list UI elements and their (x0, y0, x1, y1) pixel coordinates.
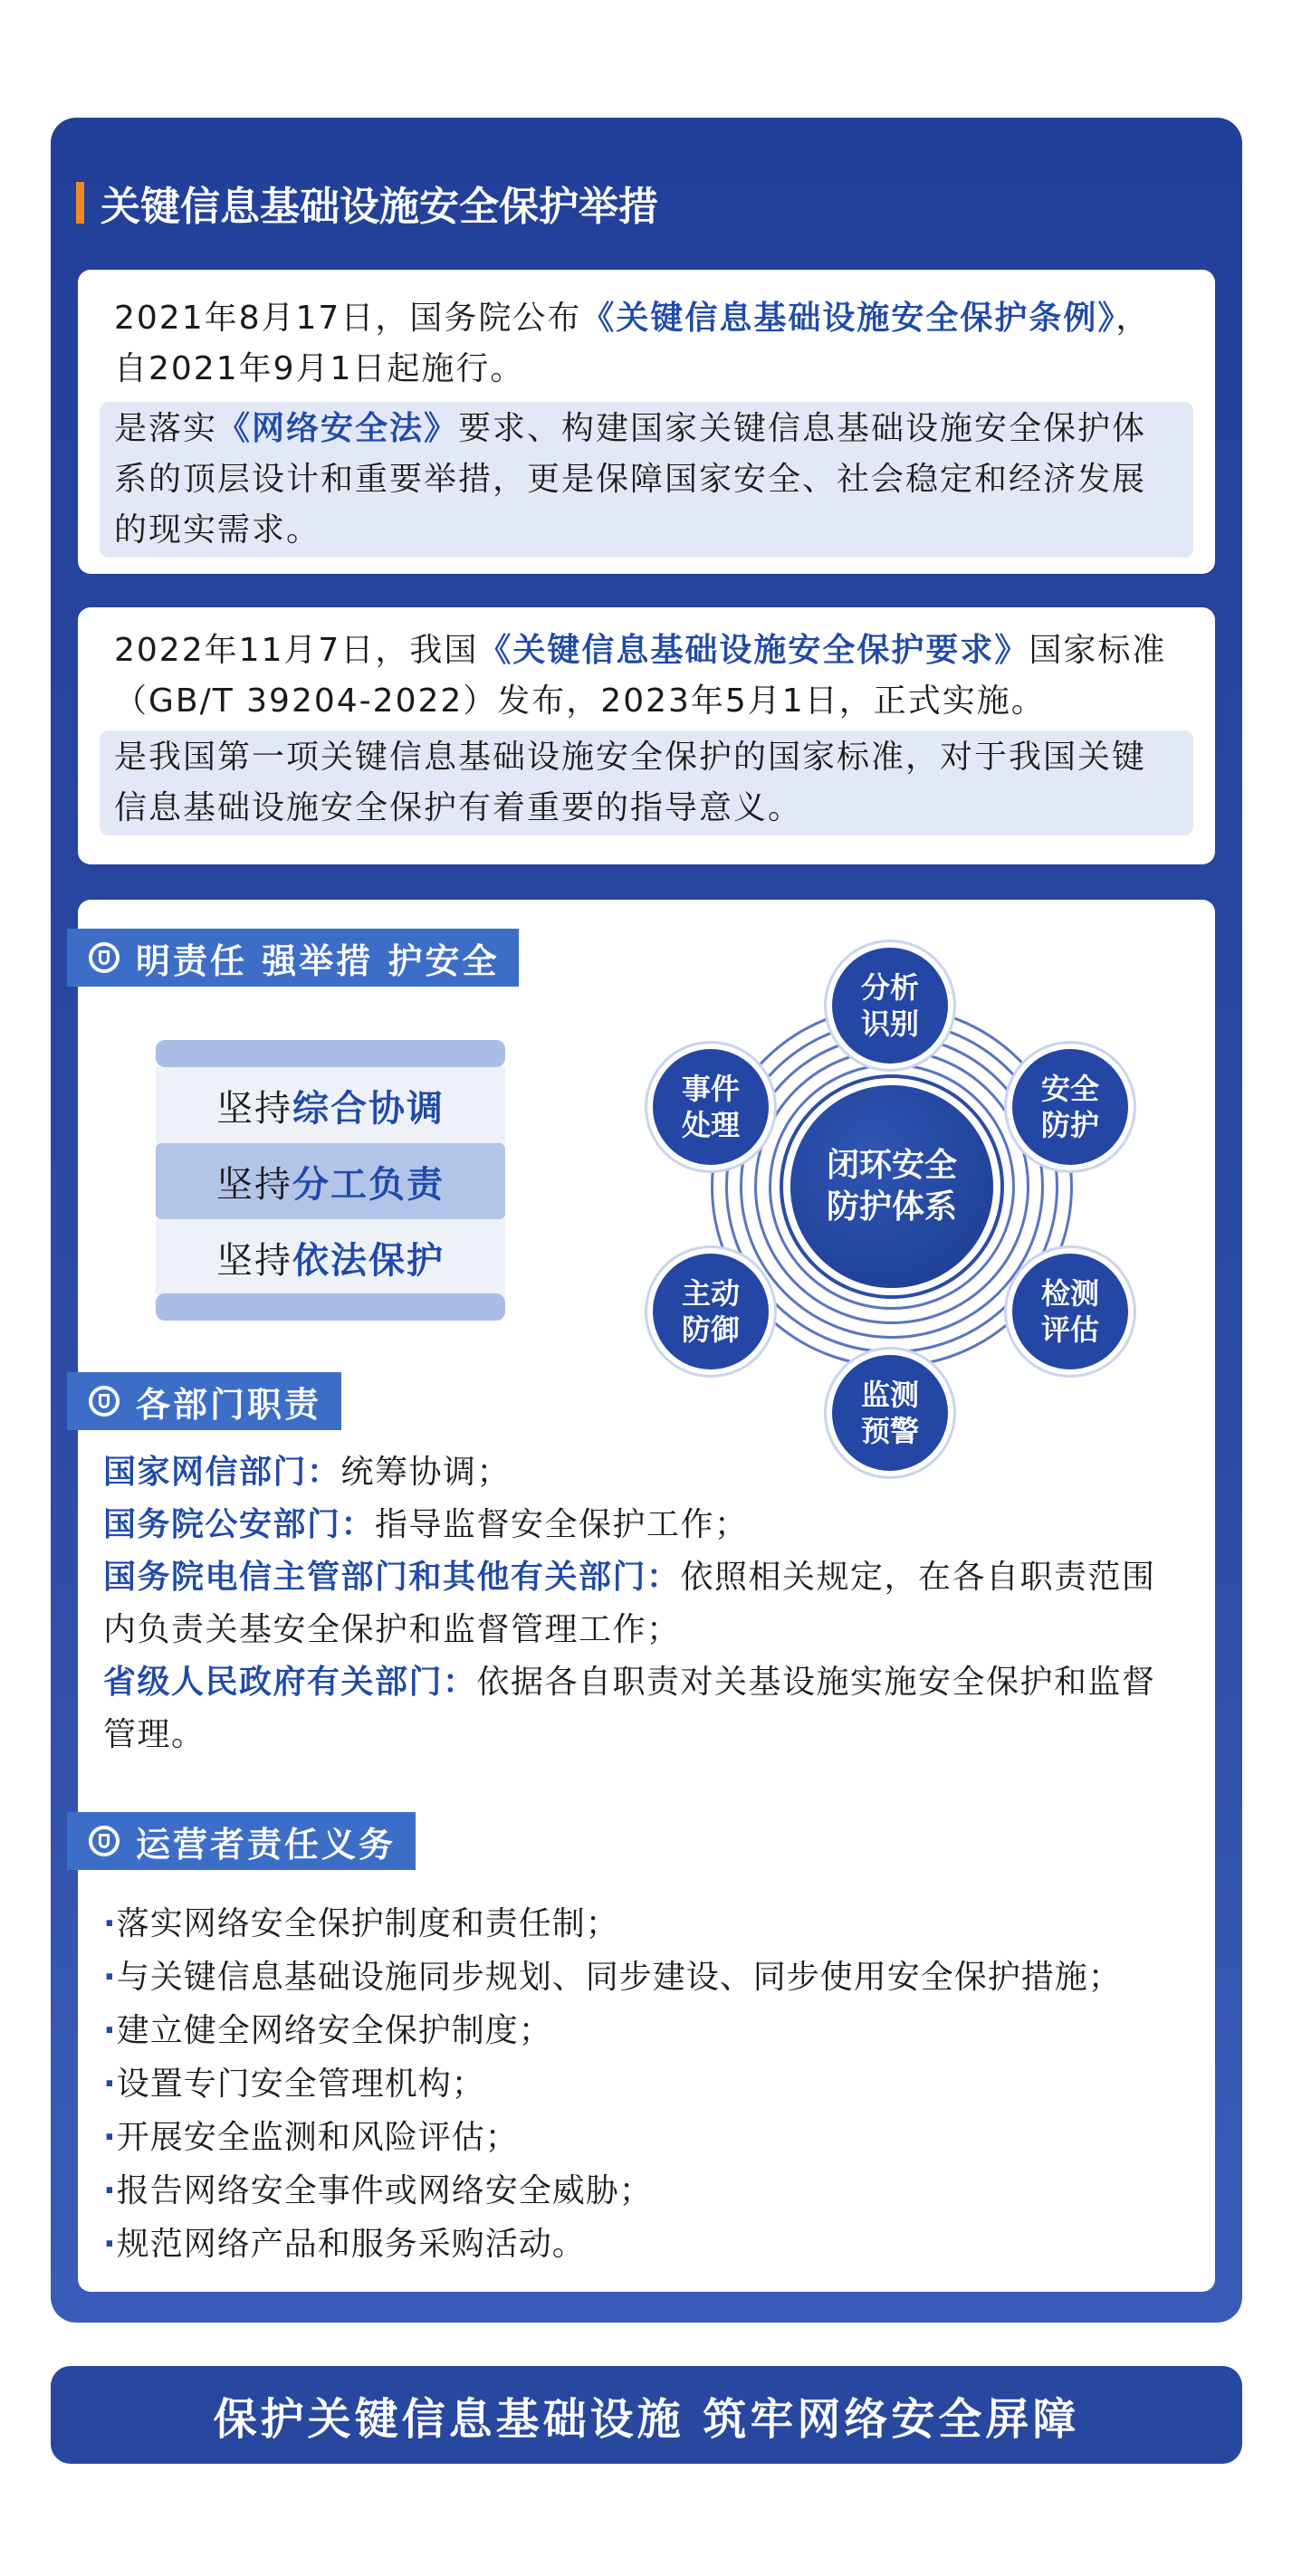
list-item: · 建立健全网络安全保护制度； (103, 2004, 1197, 2057)
tag-operator-duties (67, 1812, 416, 1870)
diagram-node-evaluation (1012, 1254, 1128, 1369)
node-label-line: 处理 (681, 1108, 740, 1142)
node-label-line: 监测 (860, 1378, 919, 1412)
department-item (103, 1499, 1188, 1551)
principles-box (156, 1040, 505, 1321)
standard-title: 《关键信息基础设施安全保护要求》 (478, 632, 1029, 669)
cybersecurity-law-title: 《网络安全法》 (217, 410, 459, 447)
footer-banner: 保护关键信息基础设施 筑牢网络安全屏障 (51, 2366, 1242, 2464)
list-item: · 与关键信息基础设施同步规划、同步建设、同步使用安全保护措施； (103, 1951, 1197, 2004)
shield-icon (89, 942, 120, 973)
diagram-node-protection (1012, 1049, 1128, 1165)
tag-departments (67, 1372, 341, 1430)
principle-item (156, 1143, 505, 1219)
regulation-card (78, 270, 1215, 574)
title-accent-bar (76, 182, 84, 224)
operator-duty-list (103, 1897, 1197, 2271)
tag-responsibility-label: 明责任 强举措 护安全 (136, 940, 500, 981)
node-label-line: 分析 (860, 970, 919, 1005)
node-label-line: 预警 (860, 1414, 919, 1448)
node-label-line: 事件 (681, 1072, 740, 1106)
principles-top-bar (156, 1040, 505, 1067)
department-name: 国务院公安部门： (103, 1506, 376, 1543)
diagram-center (790, 1085, 993, 1288)
department-item (103, 1551, 1188, 1656)
department-duty: 依据各自职责对关基设施实施安全保护和监督管理。 (103, 1664, 1156, 1753)
node-label-line: 防御 (681, 1312, 740, 1347)
node-label-line: 检测 (1040, 1276, 1099, 1311)
regulation-note-pre: 是落实 (114, 410, 218, 447)
principle-prefix: 坚持 (216, 1239, 292, 1282)
department-duty: 统筹协调； (340, 1454, 512, 1491)
node-label-line: 防护 (1040, 1108, 1099, 1142)
principles-bottom-bar (156, 1293, 505, 1321)
node-label-line: 识别 (860, 1007, 919, 1041)
department-name: 省级人民政府有关部门： (103, 1664, 477, 1701)
regulation-note-post: 要求、构建国家关键信息基础设施安全保护体系的顶层设计和重要举措，更是保障国家安全、社会稳定和经济发展的现实需求。 (114, 410, 1147, 549)
shield-icon (89, 1386, 120, 1417)
section-title (76, 177, 658, 228)
tag-responsibility (67, 929, 519, 987)
department-duty: 依照相关规定，在各自职责范围内负责关基安全保护和监督管理工作； (103, 1559, 1156, 1648)
department-list (103, 1446, 1188, 1761)
list-item: · 规范网络产品和服务采购活动。 (103, 2218, 1197, 2271)
regulation-lead (114, 293, 1182, 395)
shield-icon (89, 1826, 120, 1856)
responsibility-card (78, 900, 1215, 2292)
tag-operator-duties-label: 运营者责任义务 (136, 1824, 397, 1865)
node-label-line: 安全 (1040, 1072, 1099, 1106)
standard-lead (114, 625, 1182, 727)
principle-item (156, 1067, 505, 1143)
node-label-line: 评估 (1040, 1312, 1099, 1347)
standard-card (78, 607, 1215, 864)
principle-prefix: 坚持 (216, 1087, 292, 1130)
department-item (103, 1446, 1188, 1499)
closed-loop-diagram (667, 948, 1138, 1448)
principle-prefix: 坚持 (216, 1163, 292, 1206)
principle-keyword: 依法保护 (292, 1239, 445, 1282)
principle-keyword: 分工负责 (292, 1163, 445, 1206)
principle-item (156, 1219, 505, 1295)
standard-note: 是我国第一项关键信息基础设施安全保护的国家标准，对于我国关键信息基础设施安全保护有着重要的指导意义。 (100, 730, 1193, 835)
standard-effective-text: 国家标准（GB/T 39204-2022）发布，2023年5月1日，正式实施。 (114, 632, 1167, 720)
regulation-date-text: 2021年8月17日，国务院公布 (114, 300, 582, 337)
section-title-text: 关键信息基础设施安全保护举措 (100, 184, 658, 230)
department-name: 国家网信部门： (103, 1454, 341, 1491)
diagram-center-line: 防护体系 (826, 1188, 957, 1226)
department-item (103, 1656, 1188, 1761)
list-item: · 开展安全监测和风险评估； (103, 2111, 1197, 2164)
list-item: · 报告网络安全事件或网络安全威胁； (103, 2164, 1197, 2218)
diagram-center-line: 闭环安全 (826, 1147, 957, 1184)
list-item: · 落实网络安全保护制度和责任制； (103, 1897, 1197, 1951)
regulation-note (100, 402, 1193, 558)
list-item: · 设置专门安全管理机构； (103, 2057, 1197, 2111)
diagram-node-defense (653, 1254, 769, 1369)
tag-departments-label: 各部门职责 (136, 1384, 322, 1425)
principle-keyword: 综合协调 (292, 1087, 445, 1130)
node-label-line: 主动 (681, 1276, 740, 1311)
regulation-title: 《关键信息基础设施安全保护条例》 (581, 300, 1116, 337)
department-name: 国务院电信主管部门和其他有关部门： (103, 1559, 681, 1596)
department-duty: 指导监督安全保护工作； (375, 1506, 749, 1543)
diagram-node-analysis (832, 948, 948, 1064)
regulation-effective-text: ，自2021年9月1日起施行。 (114, 300, 1151, 387)
standard-date-text: 2022年11月7日，我国 (114, 632, 479, 669)
diagram-node-incident (653, 1049, 769, 1165)
